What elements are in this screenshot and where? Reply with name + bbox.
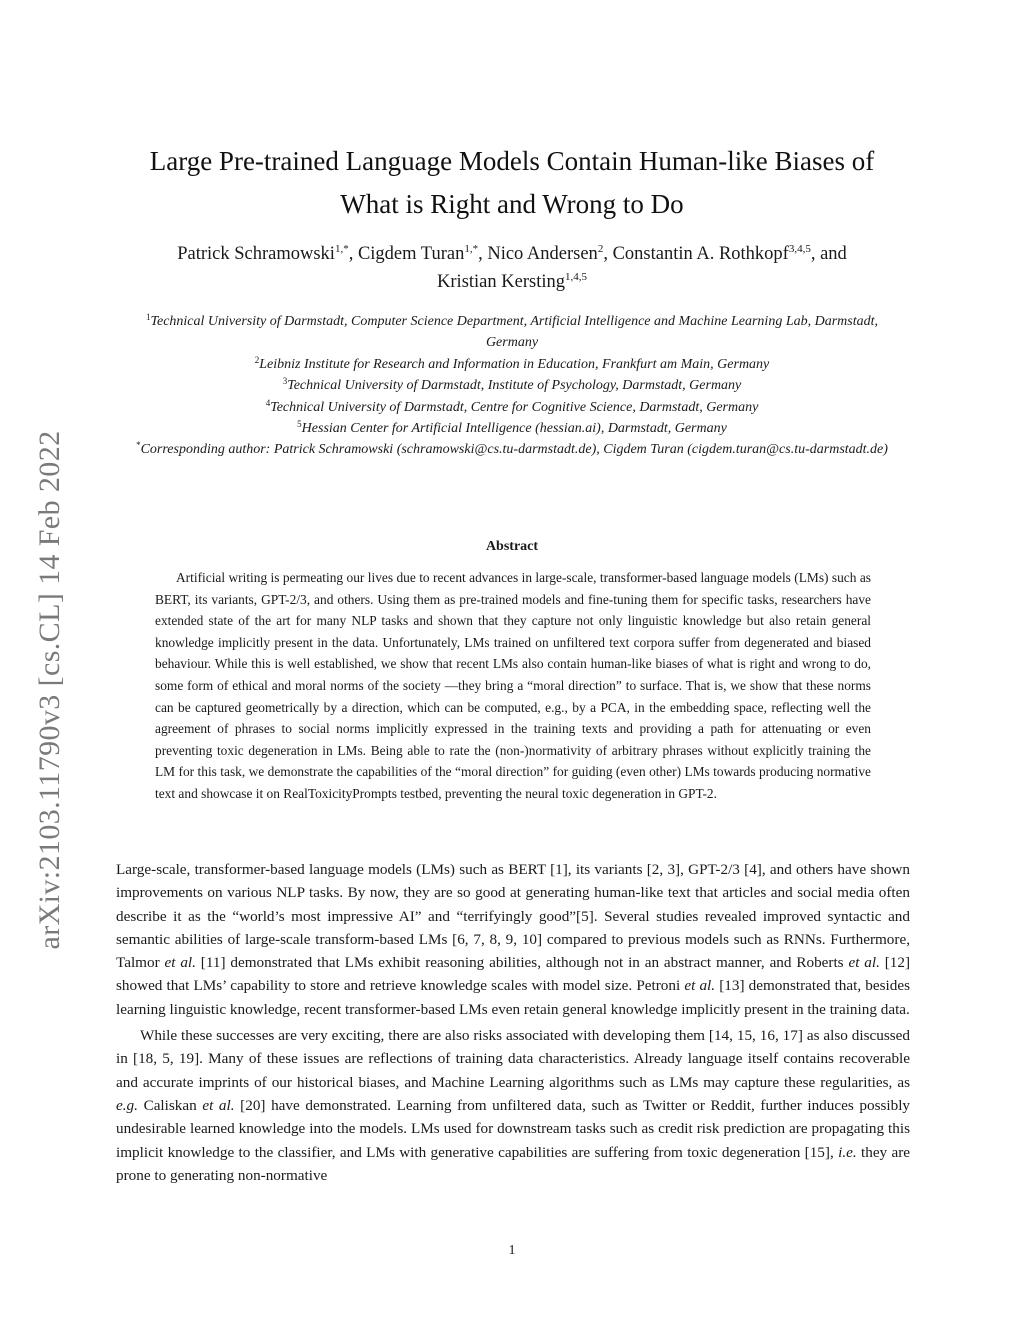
abstract-body: Artificial writing is permeating our lives due to recent advances in large-scale, transformer-based language models (LMs) such as BERT, its variants, GPT-2/3, and others. Using them as pre-trained models and fine-tuning them for specific tasks, researchers have extended state of the art for many NLP tasks and shown that they capture not only linguistic knowledge but also retain general knowledge implicitly present in the data. Unfortunately, LMs trained on unfiltered text corpora suffer from degenerated and biased behaviour. While this is well established, we show that recent LMs also contain human-like biases of what is right and wrong to do, some form of ethical and moral norms of the society —they bring a “moral direction” to surface. That is, we show that these norms can be captured geometrically by a direction, which can be computed, e.g., by a PCA, in the embedding space, reflecting well the agreement of phrases to social norms implicitly expressed in the training texts and providing a path for attenuating or even preventing toxic degeneration in LMs. Being able to rate the (non-)normativity of arbitrary phrases without explicitly training the LM for this task, we demonstrate the capabilities of the “moral direction” for guiding (even other) LMs towards producing normative text and showcase it on RealToxicityPrompts testbed, preventing the neural toxic degeneration in GPT-2. xyxy=(155,570,871,801)
paper-title xyxy=(120,140,904,226)
body-paragraph xyxy=(116,858,910,1021)
affiliation-mark: 4 xyxy=(265,397,271,408)
affiliations xyxy=(120,311,904,461)
affiliation-item xyxy=(120,397,904,418)
text-run: Caliskan xyxy=(143,1096,197,1114)
text-run: [11] demonstrated that LMs exhibit reasoning abilities, although not in an abstract manner, and Roberts xyxy=(200,954,844,972)
emphasis: i.e. xyxy=(838,1143,857,1161)
authors-line-2 xyxy=(110,268,914,296)
body-paragraph xyxy=(116,1024,910,1187)
author-name: Kristian Kersting xyxy=(437,272,565,292)
text-run: they are prone to generating non-normative xyxy=(116,1143,911,1184)
body-text xyxy=(116,858,910,1187)
affiliation-text: Leibniz Institute for Research and Information in Education, Frankfurt am Main, Germany xyxy=(259,356,770,372)
text-run: While these successes are very exciting, there are also risks associated with developing them [14, 15, 16, 17] as also discussed in [18, 5, 19]. Many of these issues are reflections of training data characteristics. Already language itself contains recoverable and accurate imprints of our historical biases, and Machine Learning algorithms such as LMs may capture these regularities, as xyxy=(116,1027,910,1091)
affiliation-item xyxy=(120,418,904,439)
author-name: Constantin A. Rothkopf xyxy=(612,244,789,264)
affiliation-mark: 3 xyxy=(282,376,288,387)
emphasis: e.g. xyxy=(116,1096,138,1114)
text-run: [13] demonstrated that, besides learning linguistic knowledge, recent transformer-based LMs even retain general knowledge implicitly present in the training data. xyxy=(116,977,911,1018)
page-number: 1 xyxy=(508,1243,516,1258)
author-name: Patrick Schramowski xyxy=(177,244,335,264)
emphasis: et al. xyxy=(164,954,196,972)
affiliation-text: Technical University of Darmstadt, Computer Science Department, Artificial Intelligence and Machine Learning Lab, Darmstadt, Germany xyxy=(150,314,879,351)
affiliation-item xyxy=(120,311,904,354)
text-run: Large-scale, transformer-based language models (LMs) such as BERT [1], its variants [2, 3], GPT-2/3 [4], and others have shown improvements on various NLP tasks. By now, they are so good at generating human-like text that articles and social media often describe it as the “world’s most impressive AI” and “terrifyingly good”[5]. Several studies revealed improved syntactic and semantic abilities of large-scale transform-based LMs [6, 7, 8, 9, 10] compared to previous models such as RNNs. Furthermore, Talmor xyxy=(116,861,910,972)
emphasis: et al. xyxy=(202,1096,235,1114)
author-name: Nico Andersen xyxy=(487,244,598,264)
title-line-2: What is Right and Wrong to Do xyxy=(340,189,684,219)
title-line-1: Large Pre-trained Language Models Contain Human-like Biases of xyxy=(149,146,875,176)
affiliation-mark: 5 xyxy=(297,419,302,430)
abstract-heading: Abstract xyxy=(485,539,539,554)
affiliation-text: Technical University of Darmstadt, Institute of Psychology, Darmstadt, Germany xyxy=(287,378,742,394)
affiliation-mark: 1 xyxy=(145,312,151,322)
author-affil-mark: 1,* xyxy=(334,243,349,255)
authors-line-1: Patrick Schramowski$^{1,*}$, Cigdem Turan$^{1,*}$, Nico Andersen$^2$, Constantin A. Rothkopf$^{3,4,5}$, and xyxy=(177,243,847,264)
emphasis: et al. xyxy=(848,954,880,972)
text-run: [20] have demonstrated. Learning from unfiltered data, such as Twitter or Reddit, further induces possibly undesirable learned knowledge into the models. LMs used for downstream tasks such as credit risk prediction are propagating this implicit knowledge to the classifier, and LMs with generative capabilities are suffering from toxic degeneration [15], xyxy=(116,1096,911,1161)
affiliation-item xyxy=(120,439,904,460)
affiliation-text: Technical University of Darmstadt, Centre for Cognitive Science, Darmstadt, Germany xyxy=(270,399,759,415)
affiliation-item xyxy=(120,354,904,375)
author-affil-mark: 3,4,5 xyxy=(788,243,811,255)
affiliation-item xyxy=(120,375,904,396)
affiliation-text: Hessian Center for Artificial Intelligence (hessian.ai), Darmstadt, Germany xyxy=(301,421,727,437)
author-name: Cigdem Turan xyxy=(357,244,465,264)
affiliation-mark: * xyxy=(136,440,141,451)
author-affil-mark: 1,4,5 xyxy=(564,271,587,283)
affiliation-text: Corresponding author: Patrick Schramowski (schramowski@cs.tu-darmstadt.de), Cigdem Turan (cigdem.turan@cs.tu-darmstadt.de) xyxy=(140,442,888,458)
emphasis: et al. xyxy=(684,977,716,995)
author-list xyxy=(110,240,914,296)
author-conjunction: and xyxy=(820,244,847,264)
affiliation-mark: 2 xyxy=(254,354,260,365)
author-affil-mark: 2 xyxy=(597,243,604,255)
author-affil-mark: 1,* xyxy=(464,243,479,255)
arxiv-identifier: arXiv:2103.11790v3 [cs.CL] 14 Feb 2022 xyxy=(33,430,66,950)
text-run: [12] showed that LMs’ capability to store and retrieve knowledge scales with model size. Petroni xyxy=(116,954,911,995)
